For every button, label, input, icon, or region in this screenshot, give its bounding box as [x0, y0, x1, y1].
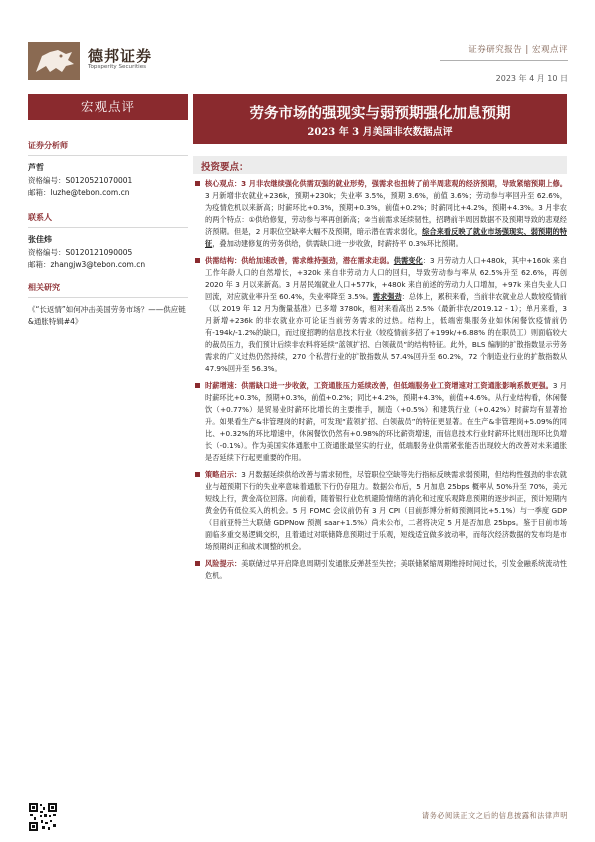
- paragraph-text: 3 月新增非农就业+236k，预期+230k；失业率 3.5%，预期 3.6%，前值 3.6%；劳动参与率回升至 62.6%，为疫情危机以来新高；时薪环比+0.3%，预期+0.3%，前值+0.2%；时薪同比+4.2%，预期+4.3%。3 月非农的两个特点：①供给修复，劳动参与率再创新高；②当前需求延续韧性，招聘前半周因数据不及预期导致的悲观经济预期。但是，2 月职位空缺率大幅不及预期，暗示潜在需求弱化，: [205, 191, 567, 236]
- related-research-link[interactable]: 《“长返情”如何冲击美国劳务市场？——供应链&通胀特辑#4》: [28, 305, 186, 326]
- disclaimer-footer: 请务必阅读正文之后的信息披露和法律声明: [421, 811, 568, 820]
- analyst-cert: 资格编号：S0120521070001: [28, 176, 133, 185]
- analyst-heading: 证券分析师: [28, 141, 68, 150]
- report-type-label: 证券研究报告 | 宏观点评: [468, 45, 568, 55]
- contact-name: 张佳炜: [28, 235, 52, 244]
- research-heading: 相关研究: [28, 283, 60, 292]
- report-title: 劳务市场的强现实与弱预期强化加息预期: [249, 105, 511, 122]
- paragraph-emphasis: 供需变化: [393, 256, 423, 265]
- paragraph-lead: 供需结构：供给加速改善，需求维持强劲，潜在需求走弱。: [205, 256, 394, 265]
- brand-name-en: Topsperity Securities: [88, 64, 147, 70]
- bullet-icon: [195, 472, 200, 477]
- report-subtitle: 2023 年 3 月美国非农数据点评: [307, 127, 453, 138]
- paragraph-text: ：总体上，累积来看，当前非农就业总人数较疫情前（以 2019 年 12 月为衡量基准）已多增 3780k，相对来看高出 2.5%（最新非农/2019.12 - 1）；单月来看，3 月新增+236k 的非农就业亦可论证当前劳务需求的过热。结构上，低端密集服务业如休闲餐饮疫情前仍有-194k/-1.2%的缺口，而过度招聘的信息技术行业（较疫情前多招了+199k/+6.88% 的在职员工）则面临较大的裁员压力，我们预计后续非农料将延续“蓝领扩招、白领裁员”的结构特征。此外，BLS 编制的扩散指数显示劳务需求的广义过热仍然持续，270 个私营行业的扩散指数从 57.4%回升至 60.2%，72 个制造业行业的扩散指数从 47.9%回升至 56.3%。: [205, 292, 567, 373]
- category-banner: [28, 94, 188, 120]
- brand-name-cn: 德邦证券: [88, 47, 153, 65]
- title-banner: [193, 94, 567, 144]
- paragraph-wage-growth: [193, 380, 567, 464]
- header-divider: [440, 60, 568, 61]
- company-logo-icon: [28, 42, 80, 80]
- paragraph-text: 3 月数据延续供给改善与需求韧性，尽管职位空缺等先行指标反映需求弱预期，但结构性强劲的非农就业与超预期下行的失业率意味着通胀下行仍存阻力。数据公布后，5 月加息 25bps 概率从 50%升至 70%，美元短线上行，黄金高位回落。向前看，随着银行业危机避险情绪的消化和过度乐观降息预期的逐步纠正，预计短期内黄金仍有低位买入的机会。5 月 FOMC 会议前仍有 3 月 CPI（目前彭博分析师预测同比+5.1%）与一季度 GDP（目前亚特兰大联储 GDPNow 预测 saar+1.5%）尚未公布，二者将决定 5 月是否加息 25bps。鉴于目前市场面临多重交易逻辑交织，且着通过对联储降息预期过于乐观，短线适宜做多波动率，而每次经济数据的发布均是市场预期纠正和战术调整的机会。: [205, 470, 567, 551]
- key-points-header: [193, 156, 567, 174]
- analyst-email[interactable]: 邮箱：luzhe@tebon.com.cn: [28, 187, 130, 197]
- paragraph-emphasis: 综合来看反映了就业市场强现实、弱预期的特征: [205, 227, 567, 248]
- report-body: [193, 178, 567, 587]
- category-label: 宏观点评: [80, 99, 135, 114]
- qr-code-icon: [28, 802, 58, 832]
- paragraph-emphasis: 需求强劲: [372, 292, 402, 301]
- report-date: 2023 年 4 月 10 日: [495, 74, 568, 83]
- sidebar-divider: [28, 297, 188, 298]
- contact-cert: 资格编号：S0120121090005: [28, 248, 133, 257]
- paragraph-lead: 风险提示：: [205, 559, 242, 568]
- paragraph-text: ：3 月劳动力人口+480k，其中+160k 来自工作年龄人口的自然增长，+320k 来自非劳动力人口的回归，导致劳动参与率从 62.5%升至 62.6%，再创 2020 年 3 月以来新高。3 月居民端就业人口+577k，+480k 来自前述的劳动力人口增加，+97k 来自失业人口回流，对应就业率升至 60.4%，失业率降至 3.5%。: [205, 256, 567, 301]
- sidebar: [28, 140, 188, 327]
- bullet-icon: [195, 258, 200, 263]
- paragraph-lead: 时薪增速：供需缺口进一步收敛，工资通胀压力延续改善，但低端服务业工资增速对工资通胀影响系数更强。: [205, 381, 553, 390]
- paragraph-strategy: [193, 469, 567, 553]
- contact-heading: 联系人: [28, 213, 52, 222]
- sidebar-divider: [28, 155, 188, 156]
- paragraph-lead: 核心观点：3 月非农继续强化供需双强的就业形势，强需求也扭转了前半周悲观的经济预期，导致紧缩预期上修。: [205, 179, 567, 188]
- paragraph-lead: 策略启示：: [205, 470, 242, 479]
- paragraph-text: ，叠加动建修复的劳务供给，供需缺口进一步收敛，时薪持平 0.3%环比预期。: [212, 239, 463, 248]
- paragraph-risk: [193, 558, 567, 582]
- sidebar-divider: [28, 227, 188, 228]
- bullet-icon: [195, 181, 200, 186]
- contact-email[interactable]: 邮箱：zhangjw3@tebon.com.cn: [28, 259, 146, 269]
- paragraph-text: 3 月时薪环比+0.3%，预期+0.3%，前值+0.2%；同比+4.2%，预期+4.3%，前值+4.6%。从行业结构看，休闲餐饮（+0.77%）是贸易业时薪环比增长的主要推手，制造（+0.5%）和建筑行业（+0.42%）时薪均有显著抬升。如果看生产&非管理岗的时薪，可发现“蓝领扩招、白领裁员”的特征更显著。在生产&非管理岗+5.09%的同比、+0.32%的环比增速中，休闲餐饮仍然有+0.98%的环比薪资增速，而信息技术行业时薪环比则出现环比负增长（-0.1%）。作为美国实体通胀中工资通胀最坚实的行业，低端服务业供需紧张能否出现较大的改善对未来通胀是否延续下行起更重要的作用。: [205, 381, 567, 462]
- paragraph-core-view: [193, 178, 567, 250]
- key-points-title: 投资要点：: [201, 162, 249, 173]
- analyst-name: 芦哲: [28, 163, 44, 172]
- bullet-icon: [195, 383, 200, 388]
- bullet-icon: [195, 561, 200, 566]
- paragraph-supply-demand: [193, 255, 567, 375]
- paragraph-text: 美联储过早开启降息周期引发通胀反弹甚至失控；美联储紧缩周期维持时间过长，引发金融系统流动性危机。: [205, 559, 567, 580]
